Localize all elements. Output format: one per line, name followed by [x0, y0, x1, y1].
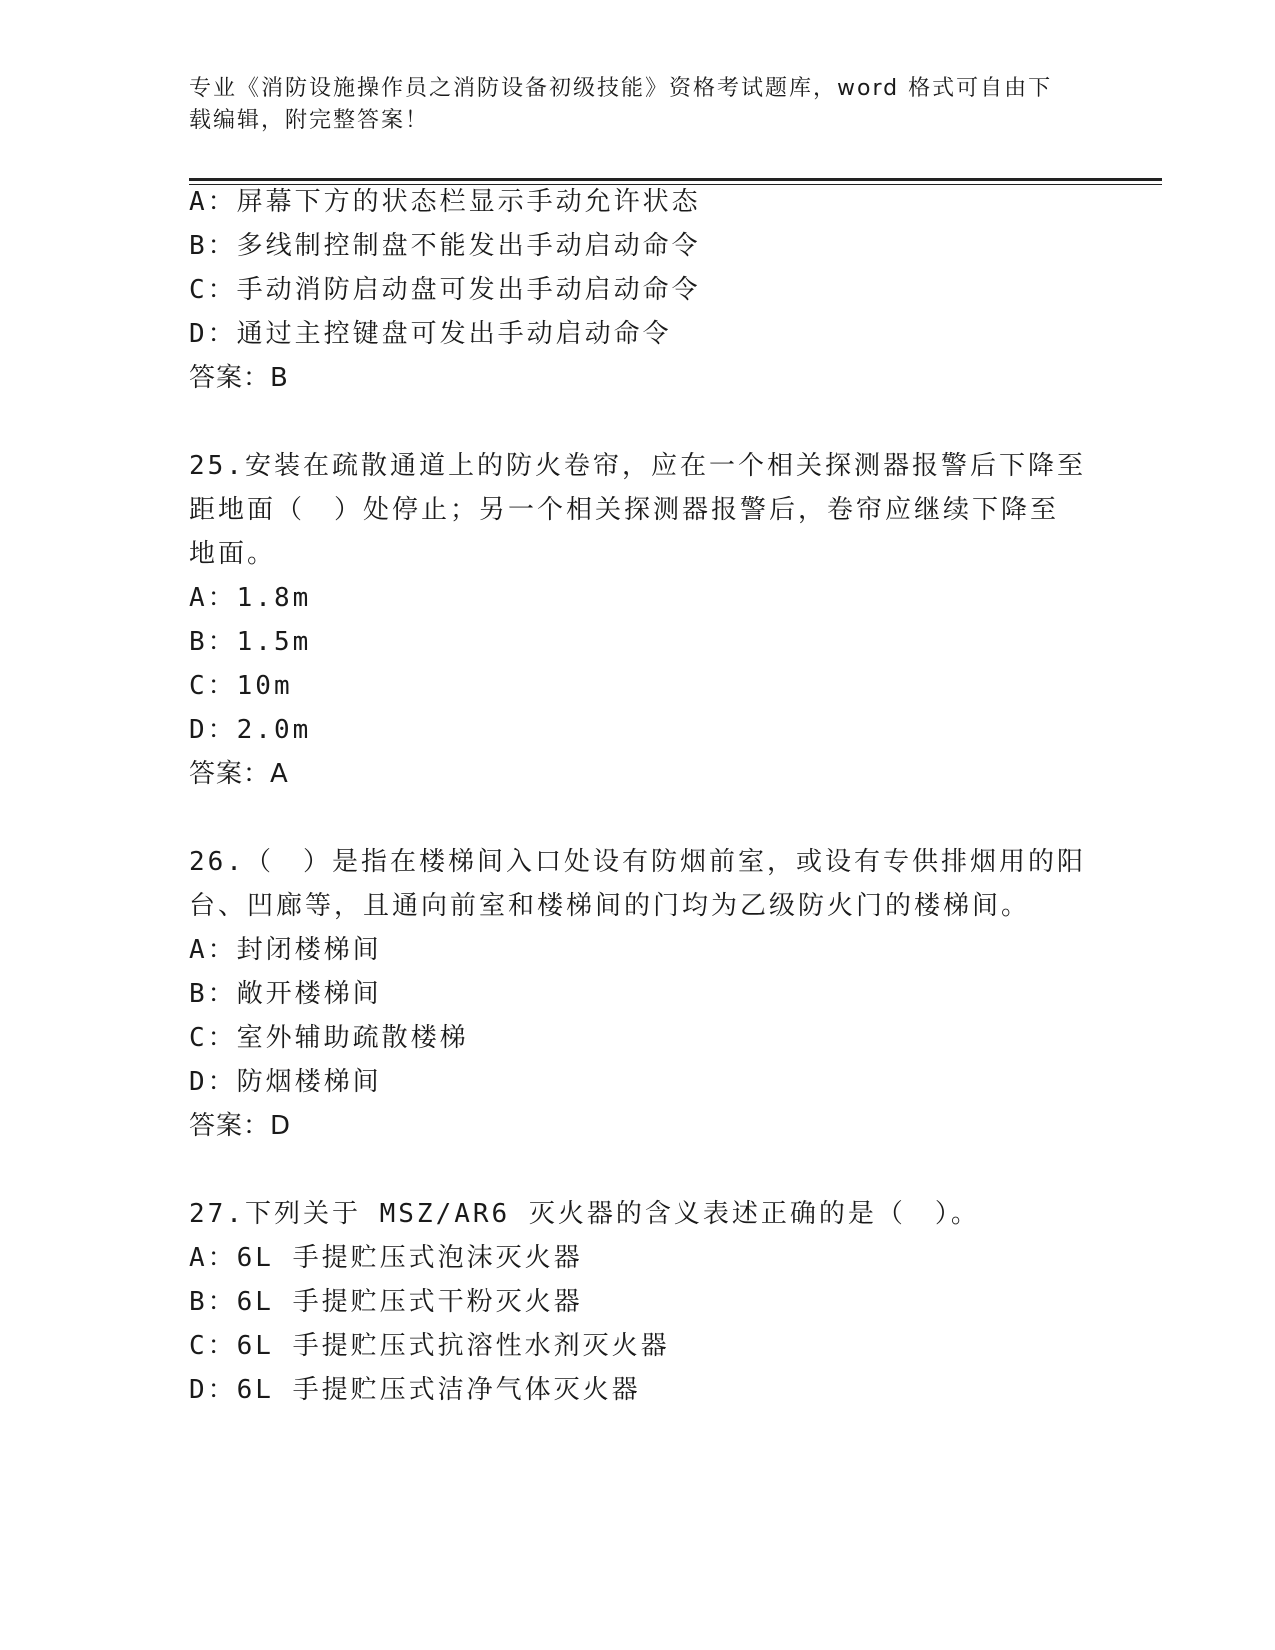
question-text-line: 26.（ ）是指在楼梯间入口处设有防烟前室，或设有专供排烟用的阳 [189, 847, 1086, 877]
option-d: D：防烟楼梯间 [189, 1067, 382, 1097]
answer: 答案：A [189, 759, 289, 789]
option-d: D：2.0m [189, 715, 312, 745]
header-divider-thin [189, 184, 1162, 185]
option-a: A：1.8m [189, 583, 312, 613]
option-b: B：1.5m [189, 627, 312, 657]
question-text-line: 台、凹廊等，且通向前室和楼梯间的门均为乙级防火门的楼梯间。 [189, 891, 1031, 921]
answer: 答案：B [189, 363, 289, 393]
header-line-1: 专业《消防设施操作员之消防设备初级技能》资格考试题库，word 格式可自由下 [189, 76, 1053, 101]
header-line-2: 载编辑，附完整答案！ [189, 108, 430, 133]
question-text-line: 地面。 [189, 539, 277, 569]
document-header [189, 73, 1069, 137]
option-a: A：封闭楼梯间 [189, 935, 382, 965]
option-c: C：室外辅助疏散楼梯 [189, 1023, 469, 1053]
option-d: D：6L 手提贮压式洁净气体灭火器 [189, 1375, 641, 1405]
option-b: B：6L 手提贮压式干粉灭火器 [189, 1287, 583, 1317]
question-text-line: 27.下列关于 MSZ/AR6 灭火器的含义表述正确的是（ ）。 [189, 1199, 980, 1229]
option-a: A：屏幕下方的状态栏显示手动允许状态 [189, 187, 701, 217]
question-text-line: 25.安装在疏散通道上的防火卷帘，应在一个相关探测器报警后下降至 [189, 451, 1086, 481]
question-text-line: 距地面（ ）处停止；另一个相关探测器报警后，卷帘应继续下降至 [189, 495, 1060, 525]
option-c: C：手动消防启动盘可发出手动启动命令 [189, 275, 701, 305]
option-d: D：通过主控键盘可发出手动启动命令 [189, 319, 672, 349]
header-divider-thick [189, 178, 1162, 181]
option-b: B：多线制控制盘不能发出手动启动命令 [189, 231, 701, 261]
option-a: A：6L 手提贮压式泡沫灭火器 [189, 1243, 583, 1273]
option-c: C：10m [189, 671, 293, 701]
answer: 答案：D [189, 1111, 292, 1141]
option-c: C：6L 手提贮压式抗溶性水剂灭火器 [189, 1331, 670, 1361]
option-b: B：敞开楼梯间 [189, 979, 382, 1009]
